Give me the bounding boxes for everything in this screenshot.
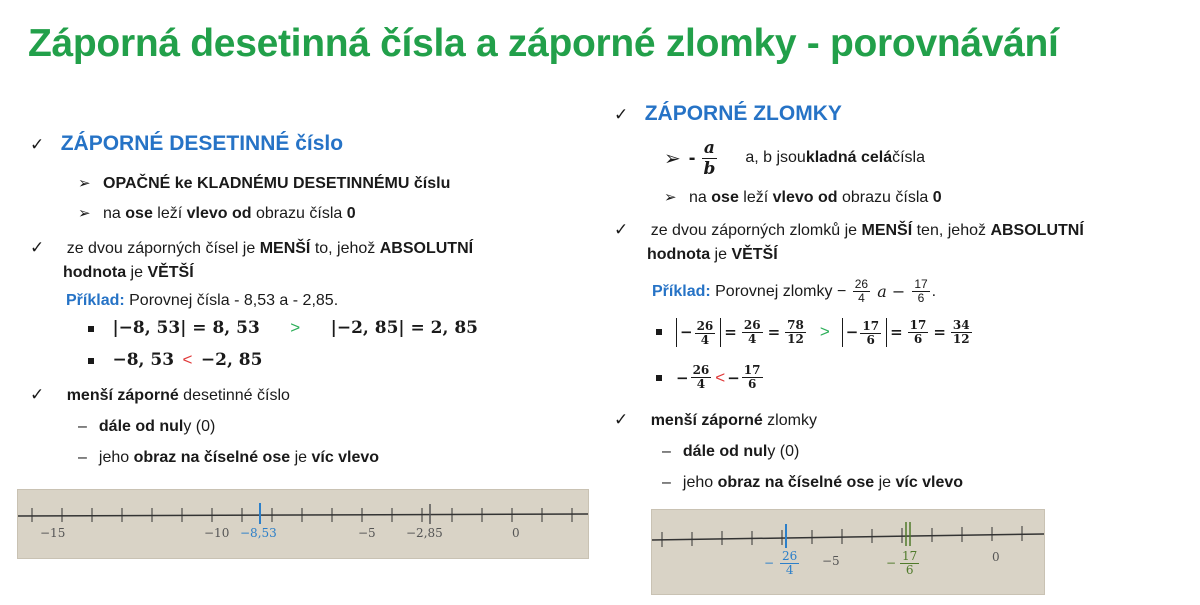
check-icon: ✓ [30, 238, 45, 257]
tick-label: −10 [204, 526, 230, 540]
left-number-line [17, 489, 589, 559]
square-bullet-icon [656, 375, 662, 381]
check-icon: ✓ [30, 385, 45, 404]
tick-label: 0 [992, 550, 1000, 564]
right-math2: − $\frac{26}{4}$ < − $\frac{17}{6}$ [656, 364, 765, 391]
absolute-value: − $\frac{26}{4}$ [676, 318, 721, 347]
right-number-line-axis [652, 510, 1044, 594]
square-bullet-icon [88, 358, 94, 364]
tick-label: −15 [40, 526, 66, 540]
right-example: Příklad: Porovnej zlomky − $\frac{26}{4}$ a − $\frac{17}{6}$ . [652, 277, 937, 305]
left-math2: −8, 53 < −2, 85 [88, 350, 262, 370]
absolute-value: − $\frac{17}{6}$ [842, 318, 887, 347]
right-img: – jeho obraz na číselné ose je víc vlevo [662, 474, 964, 491]
square-bullet-icon [88, 326, 94, 332]
right-fraction-def: ➢ - $\frac{a}{b}$ a, b jsou kladná celá čísla [664, 137, 925, 179]
check-icon: ✓ [614, 105, 629, 124]
right-heading-row [614, 102, 842, 126]
left-rule: ✓ ze dvou záporných čísel je MENŠÍ to, jehož ABSOLUTNÍ hodnota je VĚTŠÍ [30, 238, 474, 281]
left-img: – jeho obraz na číselné ose je víc vlevo [78, 449, 380, 466]
right-number-line: − $\frac{26}{4}$ −5 − $\frac{17}{6}$ 0 [651, 509, 1045, 595]
right-rule: ✓ ze dvou záporných zlomků je MENŠÍ ten, jehož ABSOLUTNÍ hodnota je VĚTŠÍ [614, 220, 1084, 263]
arrow-bullet-icon: ➢ [78, 175, 91, 192]
tick-label: −5 [822, 554, 840, 568]
left-heading: ZÁPORNÉ DESETINNÉ číslo [60, 132, 344, 155]
right-sub2: ➢ na ose leží vlevo od obrazu čísla 0 [664, 189, 942, 206]
fraction-a-over-b: $\frac{a}{b}$ [703, 137, 716, 179]
left-math1: |−8, 53| = 8, 53 > |−2, 85| = 2, 85 [88, 318, 478, 338]
check-icon: ✓ [614, 220, 629, 239]
left-sub2: ➢ na ose leží vlevo od obrazu čísla 0 [78, 205, 356, 222]
right-heading: ZÁPORNÉ ZLOMKY [644, 102, 842, 125]
page-title: Záporná desetinná čísla a záporné zlomky - porovnávání [28, 22, 1059, 65]
arrow-bullet-icon: ➢ [78, 205, 91, 222]
left-example: Příklad: Porovnej čísla - 8,53 a - 2,85. [66, 292, 339, 309]
arrow-bullet-icon: ➢ [664, 189, 677, 206]
fraction-label: $\frac{17}{6}$ [902, 549, 918, 577]
check-icon: ✓ [30, 135, 45, 154]
arrow-bullet-icon: ➢ [664, 147, 681, 170]
left-heading-row [30, 132, 343, 156]
tick-label: −2,85 [406, 526, 443, 540]
left-sub1: ➢ OPAČNÉ ke KLADNÉMU DESETINNÉMU číslu [78, 175, 451, 192]
tick-label: −5 [358, 526, 376, 540]
left-far: – dále od nuly (0) [78, 418, 216, 435]
right-smaller: ✓ menší záporné zlomky [614, 410, 817, 429]
fraction: $\frac{17}{6}$ [914, 277, 928, 305]
fraction: $\frac{26}{4}$ [854, 277, 869, 305]
right-far: – dále od nuly (0) [662, 443, 800, 460]
tick-label: −8,53 [240, 526, 277, 540]
left-smaller: ✓ menší záporné desetinné číslo [30, 385, 290, 404]
check-icon: ✓ [614, 410, 629, 429]
fraction-label: $\frac{26}{4}$ [782, 549, 798, 577]
left-number-line-axis [18, 490, 588, 558]
square-bullet-icon [656, 329, 662, 335]
right-math1: − $\frac{26}{4}$ = $\frac{26}{4}$ = $\frac{78}{12}$ > − $\frac{17}{6}$ = $\frac{17}{6}$ = $\frac{34}{12}$ [656, 318, 974, 347]
tick-label: 0 [512, 526, 520, 540]
